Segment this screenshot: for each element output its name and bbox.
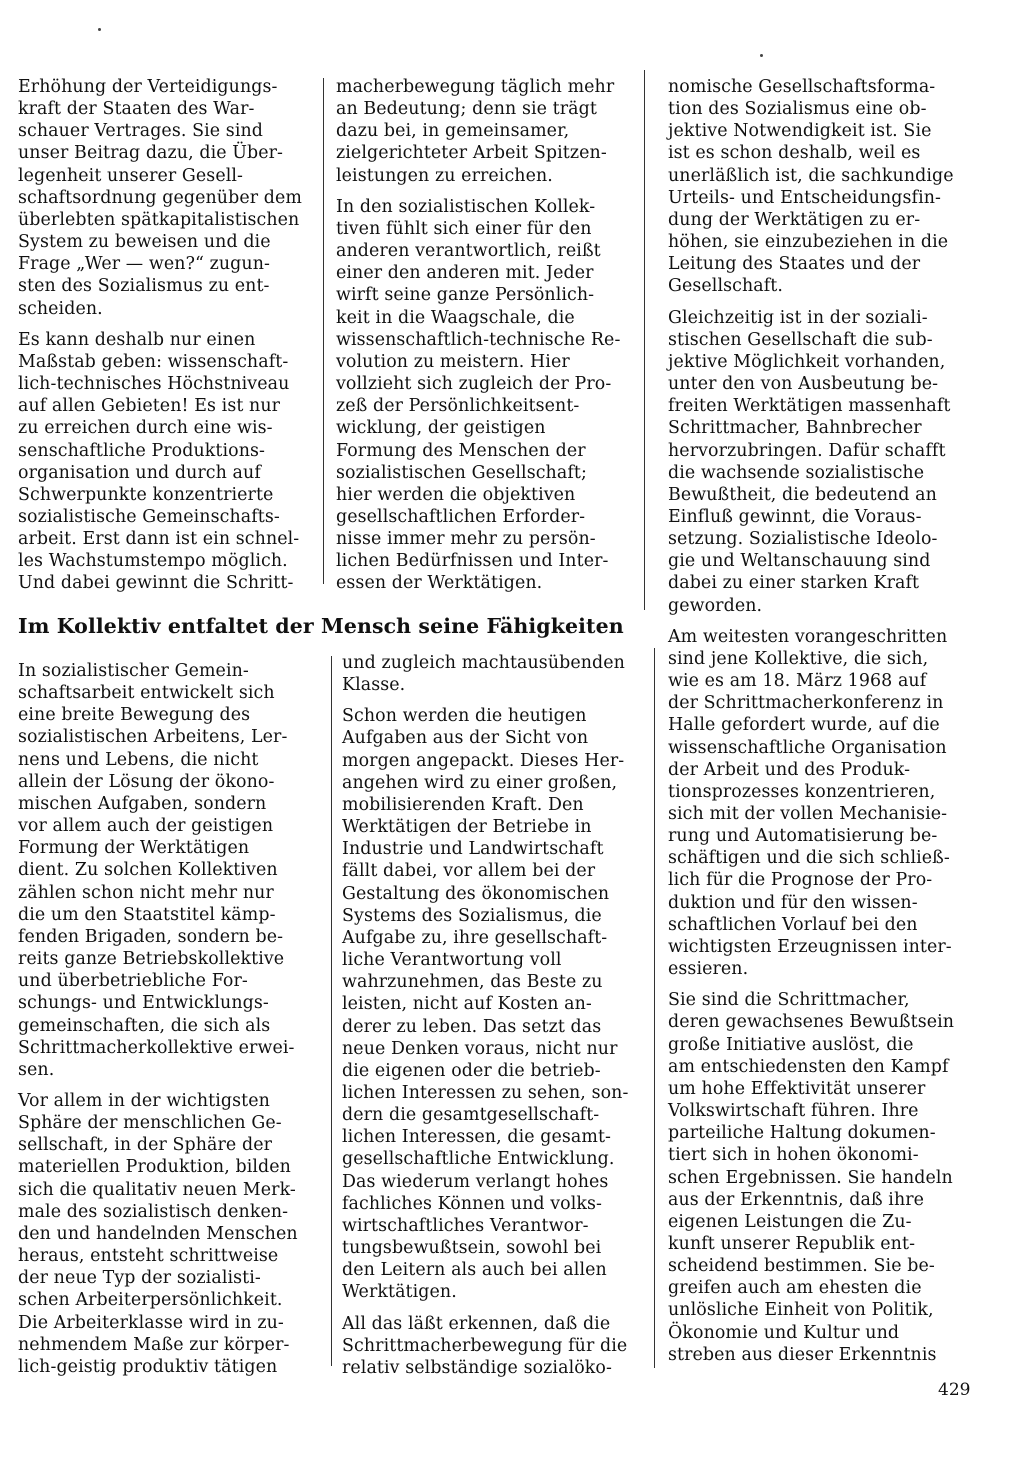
column-rule-bottom-1 [331, 656, 332, 1366]
paragraph: Es kann deshalb nur einen Maßstab geben: wissenschaft- lich-technisches Höchstniveau auf allen Gebieten! Es ist nur zu erreichen durch eine wis- senschaftliche Produktions- organisation und durch auf Schwerpunkte konzentrierte sozialistische Gemeinschafts- arbeit. Erst dann ist ein schnel- les Wachstumstempo möglich. Und dabei gewinnt die Schritt- [18, 329, 300, 594]
paragraph: Vor allem in der wichtigsten Sphäre der menschlichen Ge- sellschaft, in der Sphäre der materiellen Produktion, bilden sich die qualitativ neuen Merk- male des sozialistisch denken- den und handelnden Menschen heraus, entsteht schrittweise der neue Typ der sozialisti- schen Arbeiterpersönlichkeit. Die Arbeiterklasse wird in zu- nehmendem Maße zur körper- lich-geistig produktiv tätigen [18, 1090, 298, 1377]
paragraph: nomische Gesellschaftsforma- tion des Sozialismus eine ob- jektive Notwendigkeit ist. Sie ist es schon deshalb, weil es unerläßlich ist, die sachkundige Urteils- und Entscheidungsfin- dung der Werktätigen zu er- höhen, sie einzubeziehen in die Leitung des Staates und der Gesellschaft. [668, 77, 954, 297]
page-number: 429 [938, 1380, 971, 1400]
paragraph: Am weitesten vorangeschritten sind jene Kollektive, die sich, wie es am 18. März 1968 auf der Schrittmacherkonferenz in Halle gefordert wurde, auf die wissenschaftliche Organisation der Arbeit und des Produk- tionsprozesses konzentrieren, sich mit der vollen Mechanisie- rung und Automatisierung be- schäftigen und die sich schließ- lich für die Prognose der Pro- duktion und für den wissen- schaftlichen Vorlauf bei den wichtigsten Erzeugnissen inter- essieren. [668, 626, 952, 980]
column-top-middle [336, 76, 632, 604]
column-rule-top-1 [323, 78, 324, 584]
print-speck [98, 28, 101, 31]
paragraph: In sozialistischer Gemein- schaftsarbeit entwickelt sich eine breite Bewegung des sozialistischen Arbeitens, Ler- nens und Lebens, die nicht allein der Lösung der ökono- mischen Aufgaben, sondern vor allem auch der geistigen Formung der Werktätigen dient. Zu solchen Kollektiven zählen schon nicht mehr nur die um den Staatstitel kämp- fenden Brigaden, sondern be- reits ganze Betriebskollektive und überbetriebliche For- schungs- und Entwicklungs- gemeinschaften, die sich als Schrittmacherkollektive erwei- sen. [18, 661, 295, 1080]
paragraph: Gleichzeitig ist in der soziali- stischen Gesellschaft die sub- jektive Möglichkeit vorhanden, unter den von Ausbeutung be- freiten Werktätigen massenhaft Schrittmacher, Bahnbrecher hervorzubringen. Dafür schafft die wachsende sozialistische Bewußtheit, die bedeutend an Einfluß gewinnt, die Voraus- setzung. Sozialistische Ideolo- gie und Weltanschauung sind dabei zu einer starken Kraft geworden. [668, 307, 951, 616]
column-rule-bottom-2 [654, 648, 655, 1368]
paragraph: Sie sind die Schrittmacher, deren gewachsenes Bewußtsein große Initiative auslöst, die am entschiedensten den Kampf um hohe Effektivität unserer Volkswirtschaft führen. Ihre parteiliche Haltung dokumen- tiert sich in hohen ökonomi- schen Ergebnissen. Sie handeln aus der Erkenntnis, daß ihre eigenen Leistungen die Zu- kunft unserer Republik ent- scheidend bestimmen. Sie be- greifen auch am ehesten die unlösliche Einheit von Politik, Ökonomie und Kultur und streben aus dieser Erkenntnis [668, 990, 955, 1365]
paragraph: Schon werden die heutigen Aufgaben aus der Sicht von morgen angepackt. Dieses Her- angehen wird zu einer großen, mobilisierenden Kraft. Den Werktätigen der Betriebe in Industrie und Landwirtschaft fällt dabei, vor allem bei der Gestaltung des ökonomischen Systems des Sozialismus, die Aufgabe zu, ihre gesellschaft- liche Verantwortung voll wahrzunehmen, das Beste zu leisten, nicht auf Kosten an- derer zu leben. Das setzt das neue Denken voraus, nicht nur die eigenen oder die betrieb- lichen Interessen zu sehen, son- dern die gesamtgesellschaft- lichen Interessen, die gesamt- gesellschaftliche Entwicklung. Das wiederum verlangt hohes fachliches Können und volks- wirtschaftliches Verantwor- tungsbewußtsein, sowohl bei den Leitern als auch bei allen Werktätigen. [342, 706, 629, 1303]
print-speck [760, 54, 763, 57]
column-bottom-left [18, 660, 322, 1387]
column-rule-top-2 [644, 70, 645, 610]
column-bottom-middle [342, 652, 638, 1388]
paragraph: Erhöhung der Verteidigungs- kraft der Staaten des War- schauer Vertrages. Sie sind unser Beitrag dazu, die Über- legenheit unserer Gesell- schaftsordnung gegenüber dem überlebten spätkapitalistischen System zu beweisen und die Frage „Wer — wen?“ zugun- sten des Sozialismus zu ent- scheiden. [18, 77, 302, 319]
section-heading: Im Kollektiv entfaltet der Mensch seine Fähigkeiten [18, 614, 624, 638]
column-right [668, 76, 964, 1375]
column-top-left [18, 76, 314, 604]
paragraph: macherbewegung täglich mehr an Bedeutung; denn sie trägt dazu bei, in gemeinsamer, zielgerichteter Arbeit Spitzen- leistungen zu erreichen. [336, 77, 615, 186]
paragraph: All das läßt erkennen, daß die Schrittmacherbewegung für die relativ selbständige sozialöko- [342, 1313, 628, 1378]
paragraph: und zugleich machtausübenden Klasse. [342, 653, 625, 696]
paragraph: In den sozialistischen Kollek- tiven fühlt sich einer für den anderen verantwortlich, reißt einer den anderen mit. Jeder wirft seine ganze Persönlich- keit in die Waagschale, die wissenschaftlich-technische Re- volution zu meistern. Hier vollzieht sich zugleich der Pro- zeß der Persönlichkeitsent- wicklung, der geistigen Formung des Menschen der sozialistischen Gesellschaft; hier werden die objektiven gesellschaftlichen Erforder- nisse immer mehr zu persön- lichen Bedürfnissen und Inter- essen der Werktätigen. [336, 196, 621, 594]
